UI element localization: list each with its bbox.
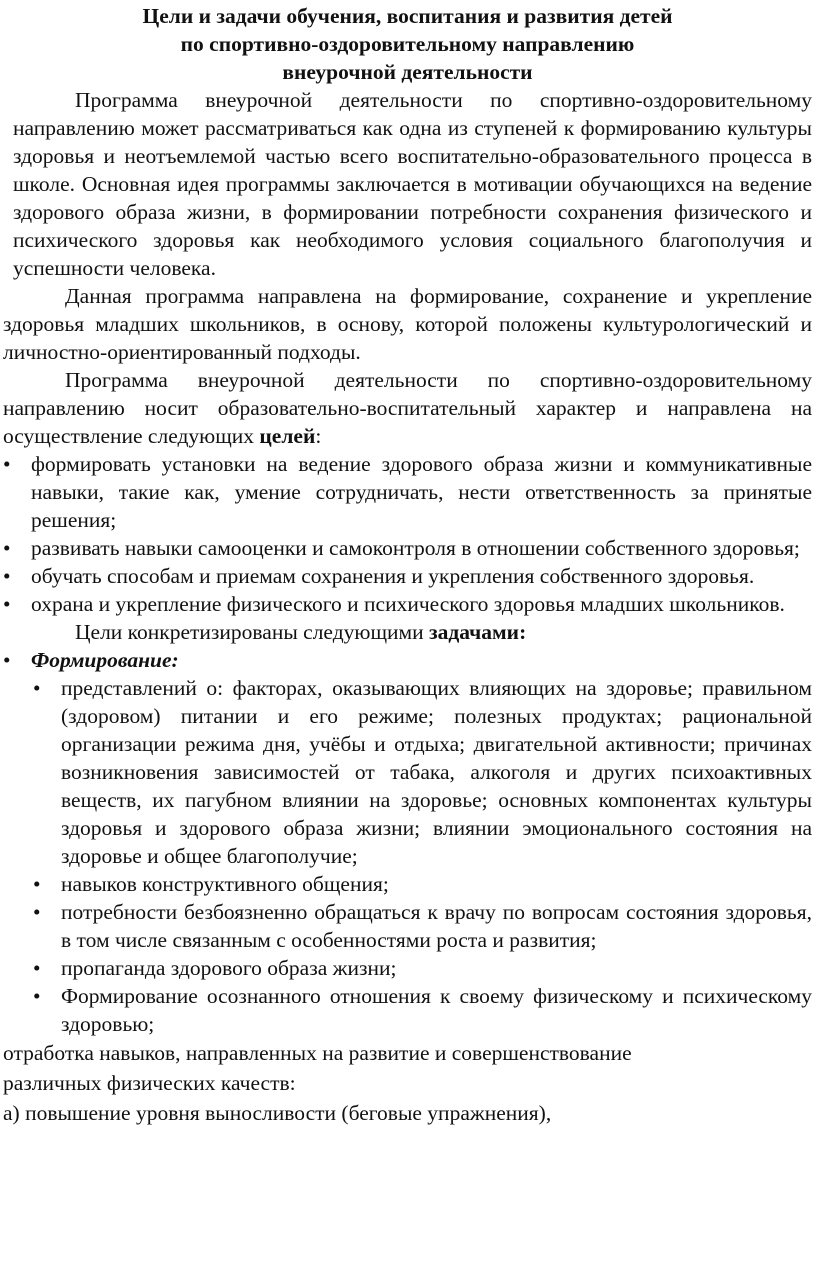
formation-sublist	[31, 674, 812, 1038]
list-item: • потребности безбоязненно обращаться к врачу по вопросам состояния здоровья, в том числе связанным с особенностями роста и развития;	[31, 898, 812, 954]
closing-line-3: а) повышение уровня выносливости (беговые упражнения),	[3, 1101, 552, 1125]
list-item: • охрана и укрепление физического и психического здоровья младших школьников.	[3, 590, 812, 618]
closing-line-1: отработка навыков, направленных на развитие и совершенствование	[3, 1041, 632, 1065]
document-title	[3, 2, 812, 86]
formation-label: Формирование:	[31, 648, 179, 672]
list-item: • пропаганда здорового образа жизни;	[31, 954, 812, 982]
goals-intro-bold: целей	[259, 424, 316, 448]
list-item: • формировать установки на ведение здорового образа жизни и коммуникативные навыки, такие как, умение сотрудничать, нести ответственность за принятые решения;	[3, 450, 812, 534]
paragraph-tasks-intro	[3, 618, 812, 646]
goals-list	[3, 450, 812, 618]
list-item: • представлений о: факторах, оказывающих влияющих на здоровье; правильном (здоровом) питании и его режиме; полезных продуктах; рациональной организации режима дня, учёбы и отдыха; двигательной активности; причинах возникновения зависимостей от табака, алкоголя и других психоактивных веществ, их пагубном влиянии на здоровье; основных компонентах культуры здоровья и здорового образа жизни; влиянии эмоционального состояния на здоровье и общее благополучие;	[31, 674, 812, 870]
goals-intro-tail: :	[315, 424, 322, 448]
title-line-2: по спортивно-оздоровительному направлению	[180, 32, 635, 56]
formation-item	[3, 646, 812, 674]
intro-block	[3, 86, 812, 282]
formation-list	[3, 646, 812, 674]
list-item: • Формирование осознанного отношения к своему физическому и психическому здоровью;	[31, 982, 812, 1038]
list-item: • обучать способам и приемам сохранения и укрепления собственного здоровья.	[3, 562, 812, 590]
title-line-1: Цели и задачи обучения, воспитания и развития детей	[142, 4, 673, 28]
closing-block	[3, 1038, 812, 1128]
paragraph-program-intro: Программа внеурочной деятельности по спортивно-оздоровительному направлению может рассматриваться как одна из ступеней к формированию культуры здоровья и неотъемлемой частью всего воспитательно-образовательного процесса в школе. Основная идея программы заключается в мотивации обучающихся на ведение здорового образа жизни, в формировании потребности сохранения физического и психического здоровья как необходимого условия социального благополучия и успешности человека.	[13, 88, 812, 280]
title-line-3: внеурочной деятельности	[282, 60, 533, 84]
tasks-intro-text: Цели конкретизированы следующими	[75, 620, 429, 644]
list-item: • навыков конструктивного общения;	[31, 870, 812, 898]
paragraph-program-direction: Данная программа направлена на формирование, сохранение и укрепление здоровья младших школьников, в основу, которой положены культурологический и личностно-ориентированный подходы.	[3, 284, 812, 364]
goals-intro-text: Программа внеурочной деятельности по спортивно-оздоровительному направлению носит образовательно-воспитательный характер и направлена на осуществление следующих	[3, 368, 812, 448]
paragraph-goals-intro	[3, 366, 812, 450]
closing-line-2: различных физических качеств:	[3, 1071, 296, 1095]
list-item: • развивать навыки самооценки и самоконтроля в отношении собственного здоровья;	[3, 534, 812, 562]
tasks-intro-bold: задачами:	[429, 620, 527, 644]
